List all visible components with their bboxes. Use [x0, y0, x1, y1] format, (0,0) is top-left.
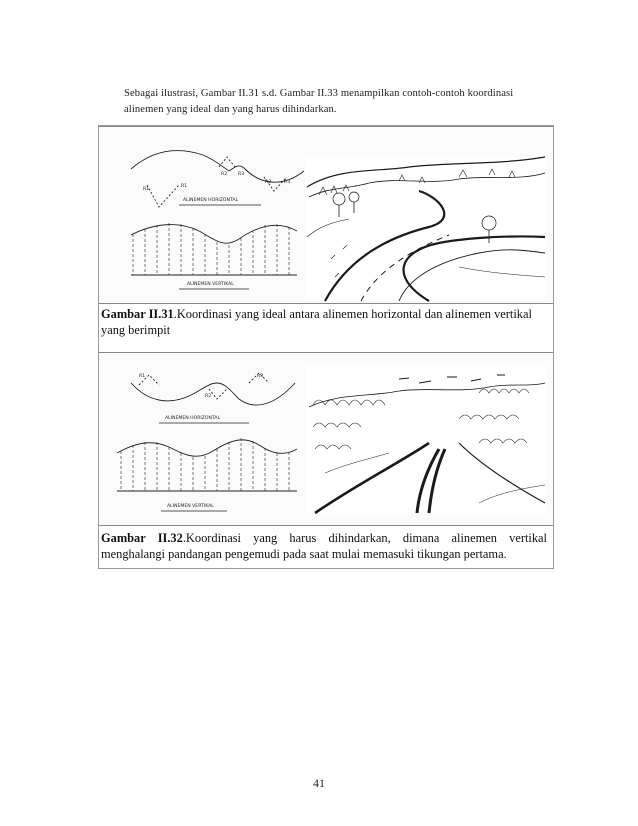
caption-label: Gambar II.32 — [101, 531, 183, 545]
figure-ii-31-caption — [101, 306, 547, 338]
figure-ii-32-illustration — [99, 353, 553, 525]
road-landscape-sketch — [305, 157, 545, 301]
diagram-label: R2 — [221, 172, 228, 177]
caption-text: .Koordinasi yang ideal antara alinemen horizontal dan alinemen vertikal yang berimpit — [101, 307, 532, 337]
diagram-label: R1 — [139, 374, 146, 379]
horizontal-alignment-label: ALINEMEN HORIZONTAL — [183, 198, 239, 203]
page-number: 41 — [313, 776, 325, 790]
diagram-label: R2 — [205, 394, 212, 399]
road-landscape-sketch — [305, 363, 545, 513]
figures-frame — [98, 125, 554, 569]
vertical-alignment-diagram — [131, 223, 297, 289]
diagram-label: R3 — [284, 180, 291, 185]
caption-label: Gambar II.31 — [101, 307, 174, 321]
figure-ii-31 — [99, 126, 553, 304]
diagram-label: R1 — [143, 187, 150, 192]
diagram-label: R3 — [257, 374, 264, 379]
vertical-alignment-label: ALINEMEN VERTIKAL — [187, 282, 234, 287]
vertical-alignment-diagram — [117, 438, 297, 511]
diagram-label: R3 — [238, 172, 245, 177]
intro-paragraph: Sebagai ilustrasi, Gambar II.31 s.d. Gambar II.33 menampilkan contoh-contoh koordinasi alinemen yang ideal dan yang harus dihindarkan. — [124, 88, 514, 115]
vertical-alignment-label: ALINEMEN VERTIKAL — [167, 504, 214, 509]
caption-text: .Koordinasi yang harus dihindarkan, dimana alinemen vertikal menghalangi pandangan pengemudi pada saat mulai memasuki tikungan pertama. — [101, 531, 547, 561]
figure-ii-31-illustration — [99, 127, 553, 303]
figure-ii-32-caption — [101, 530, 547, 562]
figure-ii-32 — [99, 352, 553, 526]
horizontal-alignment-label: ALINEMEN HORIZONTAL — [165, 416, 221, 421]
diagram-label: R1 — [181, 184, 188, 189]
diagram-label: R3 — [265, 180, 272, 185]
